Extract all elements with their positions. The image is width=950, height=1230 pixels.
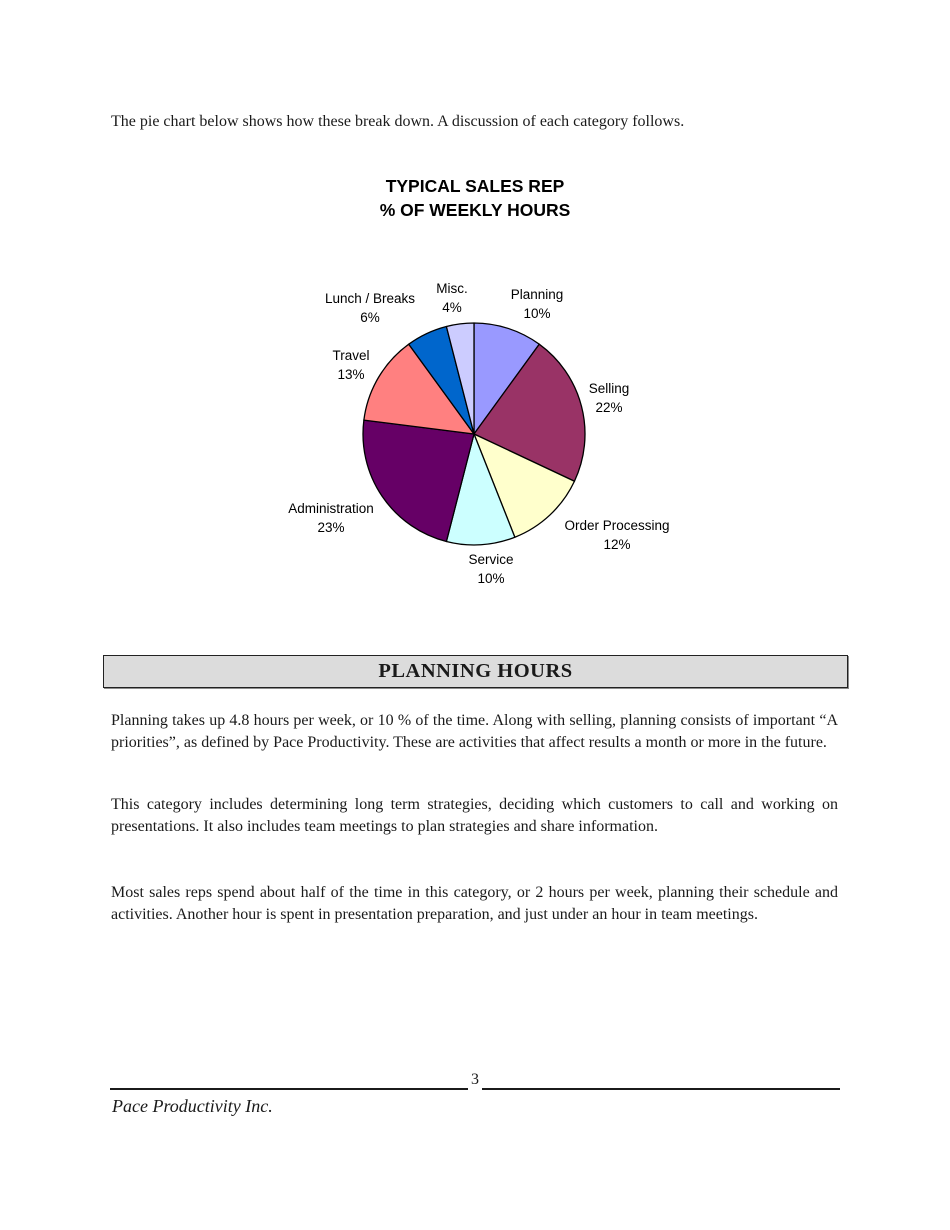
pie-label-name: Misc. — [436, 281, 468, 296]
body-paragraph-2: This category includes determining long term strategies, deciding which customers to call and working on presentations. It also includes team meetings to plan strategies and share information. — [111, 796, 838, 835]
chart-title-line-2: % OF WEEKLY HOURS — [379, 200, 571, 220]
pie-label-pct: 6% — [360, 310, 380, 325]
page-number: 3 — [471, 1071, 479, 1088]
pie-label-name: Travel — [332, 348, 370, 363]
footer-rule-left — [110, 1066, 468, 1090]
pie-label-pct: 4% — [442, 300, 462, 315]
body-paragraph-3: Most sales reps spend about half of the time in this category, or 2 hours per week, planning their schedule and activities. Another hour is spent in presentation preparation, and just under an hour in team meetings. — [111, 884, 838, 923]
pie-chart — [354, 314, 594, 554]
pie-label-pct: 10% — [477, 571, 505, 586]
section-header-planning-hours — [103, 655, 848, 688]
pie-label-misc — [436, 279, 468, 317]
pie-label-name: Administration — [288, 501, 374, 516]
pie-label-pct: 10% — [523, 306, 551, 321]
pie-label-pct: 13% — [337, 367, 365, 382]
body-paragraph-1: Planning takes up 4.8 hours per week, or 10 % of the time. Along with selling, planning consists of important “A priorities”, as defined by Pace Productivity. These are activities that affect results a month or more in the future. — [111, 712, 838, 751]
pie-label-pct: 12% — [603, 537, 631, 552]
pie-label-name: Order Processing — [564, 518, 670, 533]
pie-label-pct: 22% — [595, 400, 623, 415]
pie-label-pct: 23% — [317, 520, 345, 535]
footer-company-name: Pace Productivity Inc. — [112, 1096, 273, 1116]
pie-label-name: Planning — [510, 287, 564, 302]
pie-label-name: Service — [468, 552, 514, 567]
pie-label-lunch-breaks — [325, 289, 415, 327]
chart-title-line-1: TYPICAL SALES REP — [385, 176, 565, 196]
footer-rule — [110, 1068, 840, 1090]
pie-label-order-processing — [564, 516, 669, 554]
intro-paragraph: The pie chart below shows how these break down. A discussion of each category follows. — [111, 113, 685, 130]
pie-label-service — [468, 550, 513, 588]
pie-label-selling — [589, 379, 630, 417]
pie-label-name: Selling — [588, 381, 630, 396]
section-title: PLANNING HOURS — [378, 660, 573, 682]
pie-label-administration — [288, 499, 374, 537]
pie-label-name: Lunch / Breaks — [324, 291, 416, 306]
pie-label-planning — [511, 285, 564, 323]
chart-title — [0, 174, 950, 222]
pie-label-travel — [332, 346, 369, 384]
footer-rule-right — [482, 1066, 840, 1090]
